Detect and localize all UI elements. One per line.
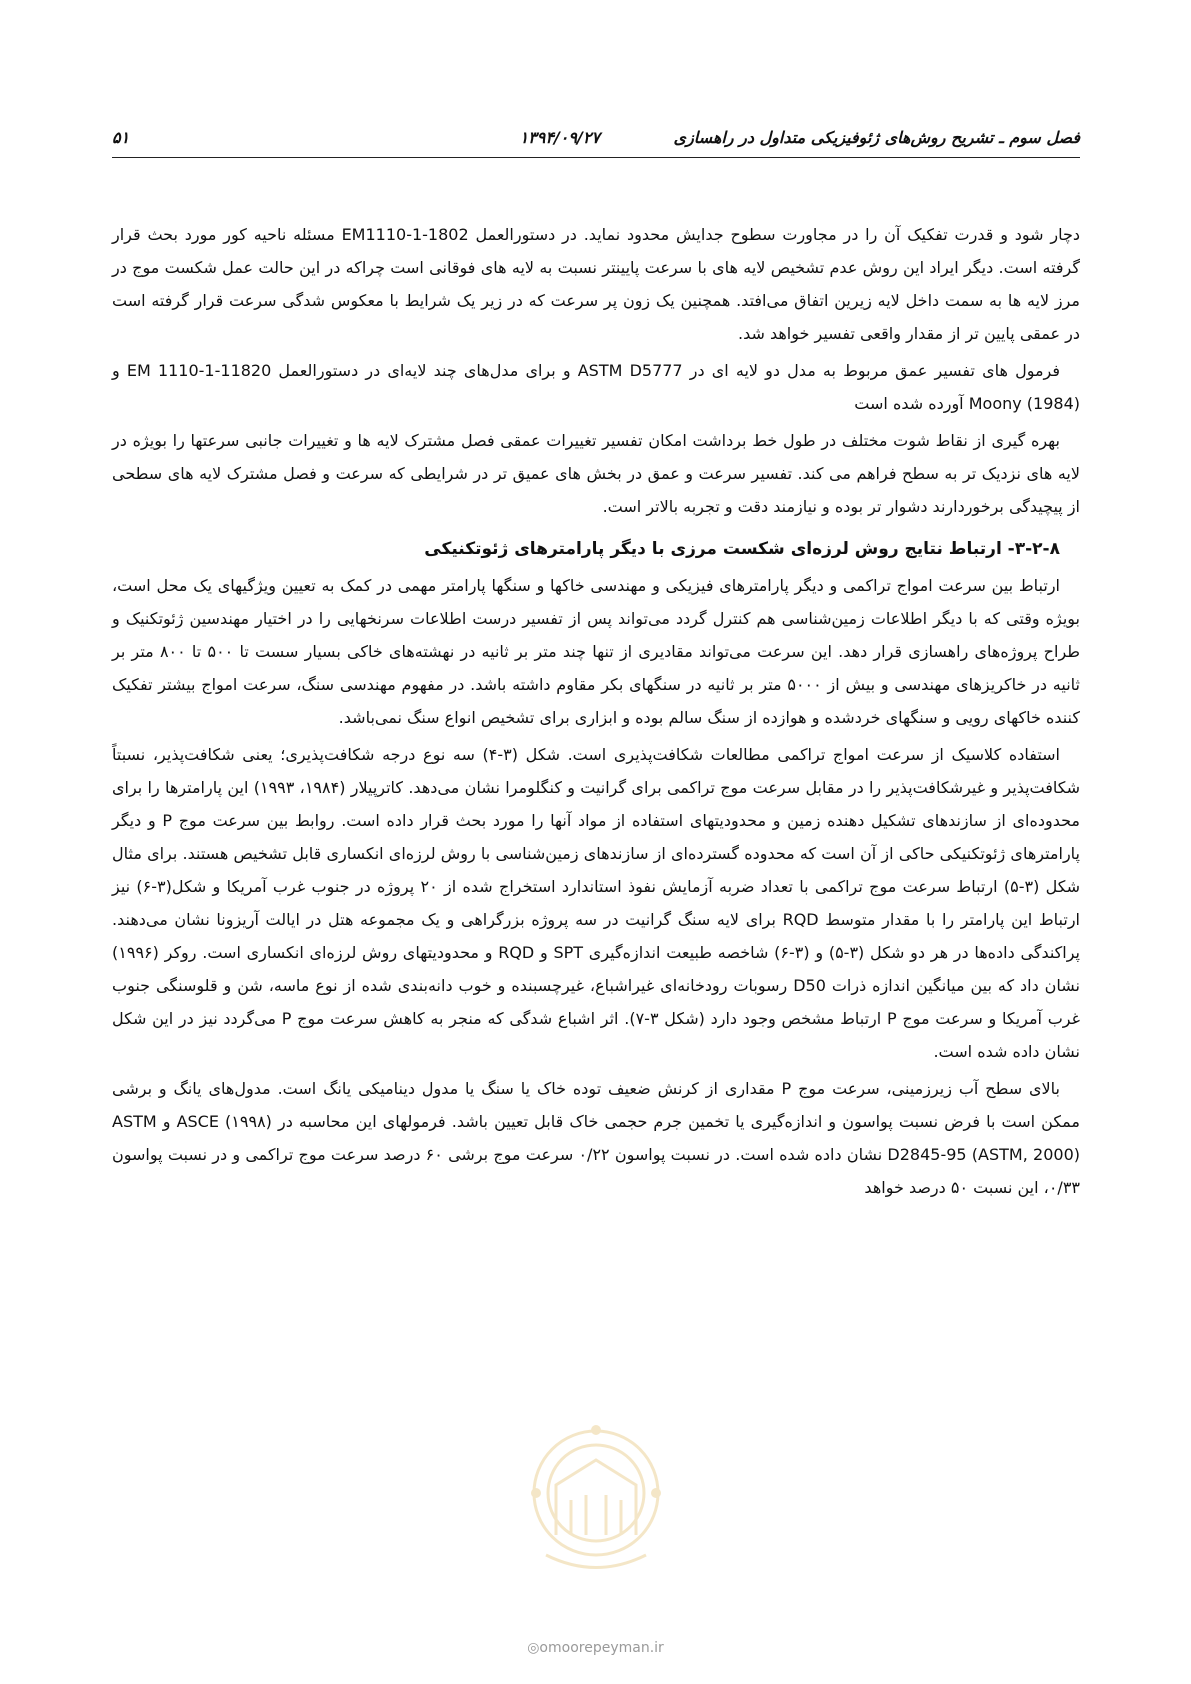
at-icon: ◎ bbox=[527, 1640, 540, 1656]
header-date: ۱۳۹۴/۰۹/۲۷ bbox=[519, 128, 600, 147]
page-number: ۵۱ bbox=[112, 128, 130, 147]
website-text: omoorepeyman.ir bbox=[539, 1640, 664, 1656]
paragraph: فرمول های تفسیر عمق مربوط به مدل دو لایه ای در ASTM D5777 و برای مدل‌های چند لایه‌ای در دستورالعمل EM 1110-1-11820 و Moony (1984) آورده شده است bbox=[112, 361, 1080, 413]
chapter-title: فصل سوم ـ تشریح روش‌های ژئوفیزیکی متداول در راهسازی bbox=[673, 128, 1080, 147]
body-text bbox=[112, 218, 1080, 1208]
paragraph: بهره گیری از نقاط شوت مختلف در طول خط برداشت امکان تفسیر تغییرات عمقی فصل مشترک لایه ها و تغییرات جانبی سرعتها را بویژه در لایه های نزدیک تر به سطح فراهم می کند. تفسیر سرعت و عمق در بخش های عمیق تر در شرایطی که سرعت و فصل مشترک لایه های سطحی از پیچیدگی برخوردارند دشوار تر بوده و نیازمند دقت و تجربه بالاتر است. bbox=[112, 431, 1080, 516]
section-heading: ۳-۲-۸- ارتباط نتایج روش لرزه‌ای شکست مرزی با دیگر پارامترهای ژئوتکنیکی bbox=[424, 539, 1060, 559]
paragraph: بالای سطح آب زیرزمینی، سرعت موج P مقداری از کرنش ضعیف توده خاک یا سنگ یا مدول دینامیکی یانگ است. مدول‌های یانگ و برشی ممکن است با فرض نسبت پواسون و اندازه‌گیری یا تخمین جرم حجمی خاک قابل تعیین باشد. فرمولهای این محاسبه در ASCE (۱۹۹۸) و ASTM D2845-95 (ASTM, 2000) نشان داده شده است. در نسبت پواسون ۰/۲۲ سرعت موج برشی ۶۰ درصد سرعت موج تراکمی و در نسبت پواسون ۰/۳۳، این نسبت ۵۰ درصد خواهد bbox=[112, 1079, 1080, 1197]
seal-logo-icon bbox=[516, 1415, 676, 1585]
paragraph: استفاده کلاسیک از سرعت امواج تراکمی مطالعات شکافت‌پذیری است. شکل (۳-۴) سه نوع درجه شکافت‌پذیری؛ یعنی شکافت‌پذیر، نسبتاً شکافت‌پذیر و غیرشکافت‌پذیر را در مقابل سرعت موج تراکمی برای گرانیت و کنگلومرا نشان می‌دهد. کاترپیلار (۱۹۸۴، ۱۹۹۳) این پارامترها را برای محدوده‌ای از سازندهای تشکیل دهنده زمین و محدودیتهای استفاده از مواد آنها را مورد بحث قرار داده است. روابط بین سرعت موج P و دیگر پارامترهای ژئوتکنیکی حاکی از آن است که محدوده گسترده‌ای از سازندهای زمین‌شناسی با روش لرزه‌ای انکساری قابل تشخیص هستند. برای مثال شکل (۳-۵) ارتباط سرعت موج تراکمی با تعداد ضربه آزمایش نفوذ استاندارد استخراج شده از ۲۰ پروژه در جنوب غرب آمریکا و شکل(۳-۶) نیز ارتباط این پارامتر را با مقدار متوسط RQD برای لایه سنگ گرانیت در سه پروژه بزرگراهی و یک مجموعه هتل در ایالت آریزونا نشان می‌دهند. پراکندگی داده‌ها در هر دو شکل (۳-۵) و (۳-۶) شاخصه طبیعت اندازه‌گیری SPT و RQD و محدودیتهای روش لرزه‌ای انکساری است. روکر (۱۹۹۶) نشان داد که بین میانگین اندازه ذرات D50 رسوبات رودخانه‌ای غیراشباع، غیرچسبنده و خوب دانه‌بندی شده از نوع ماسه، شن و قلوسنگی جنوب غرب آمریکا و سرعت موج P ارتباط مشخص وجود دارد (شکل ۳-۷). اثر اشباع شدگی که منجر به کاهش سرعت موج P می‌گردد نیز در این شکل نشان داده شده است. bbox=[112, 745, 1081, 1061]
header-rule bbox=[112, 157, 1080, 158]
paragraph: دچار شود و قدرت تفکیک آن را در مجاورت سطوح جدایش محدود نماید. در دستورالعمل EM1110-1-1802 مسئله ناحیه کور مورد بحث قرار گرفته است. دیگر ایراد این روش عدم تشخیص لایه های با سرعت پایینتر نسبت به لایه های فوقانی است چراکه در این حالت عمل شکست موج در مرز لایه ها به سمت داخل لایه زیرین اتفاق می‌افتد. همچنین یک زون پر سرعت که در زیر یک شرایط با معکوس شدگی سرعت قرار گرفته است در عمقی پایین تر از مقدار واقعی تفسیر خواهد شد. bbox=[112, 225, 1081, 343]
paragraph: ارتباط بین سرعت امواج تراکمی و دیگر پارامترهای فیزیکی و مهندسی خاکها و سنگها پارامتر مهمی در کمک به تعیین ویژگیهای یک محل است، بویژه وقتی که با دیگر اطلاعات زمین‌شناسی هم کنترل گردد می‌تواند پس از تفسیر درست اطلاعات سرنخهایی را در اختیار مهندسین ژئوتکنیک و طراح پروژه‌های راهسازی قرار دهد. این سرعت می‌تواند مقادیری از تنها چند متر بر ثانیه در نهشته‌های خاکی بسیار سست تا ۵۰۰ تا ۸۰۰ متر بر ثانیه در خاکریزهای مهندسی و بیش از ۵۰۰۰ متر بر ثانیه در سنگهای بکر مقاوم داشته باشد. در مفهوم مهندسی سنگ، سرعت امواج بیشتر تفکیک کننده خاکهای رویی و سنگهای خردشده و هوازده از سنگ سالم بوده و ابزاری برای تشخیص انواع سنگ نمی‌باشد. bbox=[112, 576, 1081, 727]
running-header bbox=[112, 128, 1080, 154]
footer-website[interactable] bbox=[0, 1640, 1191, 1656]
